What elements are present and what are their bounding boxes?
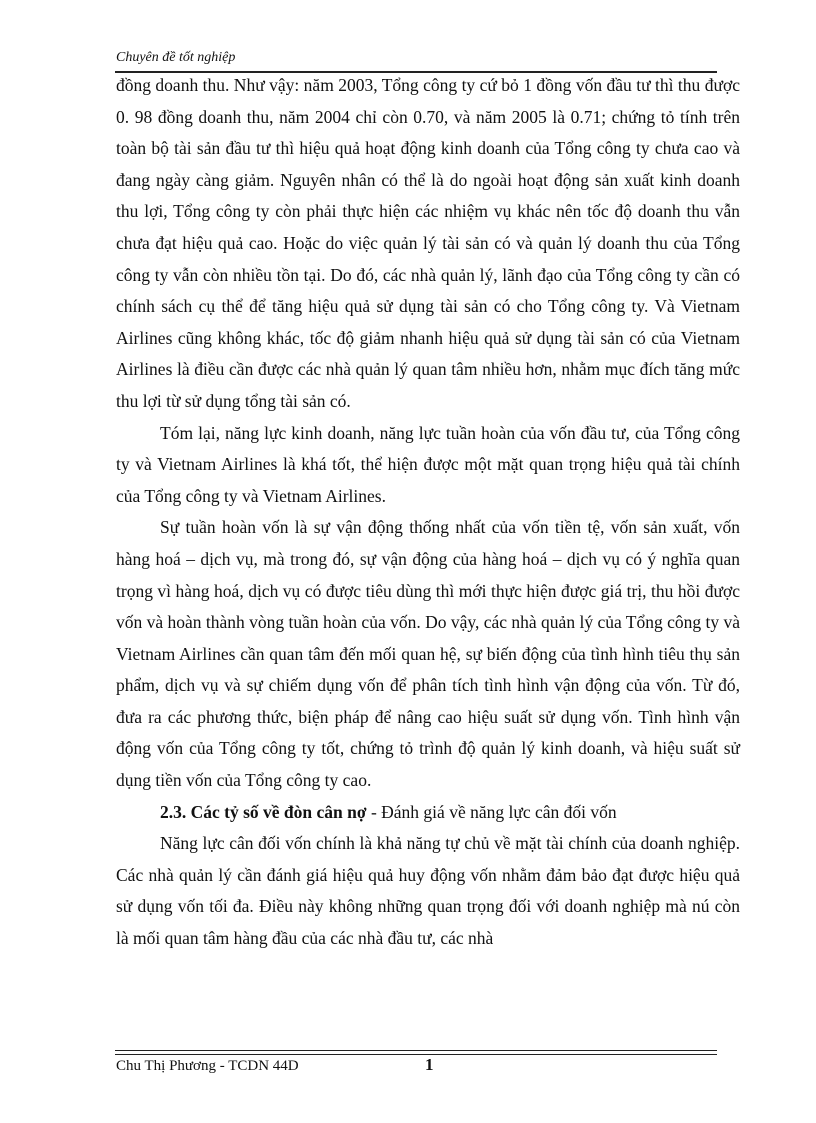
footer-rule-bottom <box>115 1054 717 1055</box>
paragraph-3: Sự tuần hoàn vốn là sự vận động thống nhất của vốn tiền tệ, vốn sản xuất, vốn hàng hoá – dịch vụ, mà trong đó, sự vận động của hàng hoá – dịch vụ có ý nghĩa quan trọng vì hàng hoá, dịch vụ có được tiêu dùng thì mới thực hiện được giá trị, thu hồi được vốn và hoàn thành vòng tuần hoàn của vốn. Do vậy, các nhà quản lý của Tổng công ty và Vietnam Airlines cần quan tâm đến mối quan hệ, sự biến động của tình hình tiêu thụ sản phẩm, dịch vụ và sự chiếm dụng vốn để phân tích tình hình vận động của vốn. Từ đó, đưa ra các phương thức, biện pháp để nâng cao hiệu suất sử dụng vốn. Tình hình vận động vốn của Tổng công ty tốt, chứng tỏ trình độ quản lý kinh doanh, và hiệu suất sử dụng tiền vốn của Tổng công ty cao. <box>116 517 740 791</box>
header-title: Chuyên đề tốt nghiệp <box>116 50 236 65</box>
paragraph-1: đồng doanh thu. Như vậy: năm 2003, Tổng công ty cứ bỏ 1 đồng vốn đầu tư thì thu được 0. 98 đồng doanh thu, năm 2004 chỉ còn 0.70, và năm 2005 là 0.71; chứng tỏ tính trên toàn bộ tài sản đầu tư thì hiệu quả hoạt động kinh doanh của Tổng công ty chưa cao và đang ngày càng giảm. Nguyên nhân có thể là do ngoài hoạt động sản xuất kinh doanh thu lợi, Tổng công ty còn phải thực hiện các nhiệm vụ khác nên tốc độ doanh thu vẫn chưa đạt hiệu quả cao. Hoặc do việc quản lý tài sản có và quản lý doanh thu của Tổng công ty vẫn còn nhiều tồn tại. Do đó, các nhà quản lý, lãnh đạo của Tổng công ty cần có chính sách cụ thể để tăng hiệu quả sử dụng tài sản có cho Tổng công ty. Và Vietnam Airlines cũng không khác, tốc độ giảm nhanh hiệu quả sử dụng tài sản có của Vietnam Airlines là điều cần được các nhà quản lý quan tâm nhiều hơn, nhằm mục đích tăng mức thu lợi từ sử dụng tổng tài sản có. <box>116 75 740 411</box>
paragraph-4: Năng lực cân đối vốn chính là khả năng tự chủ về mặt tài chính của doanh nghiệp. Các nhà quản lý cần đánh giá hiệu quả huy động vốn nhằm đảm bảo đạt được hiệu quả sử dụng vốn tối đa. Điều này không những quan trọng đối với doanh nghiệp mà nú còn là mối quan tâm hàng đầu của các nhà đầu tư, các nhà <box>116 833 740 949</box>
document-body <box>116 70 740 955</box>
footer-rule-top <box>115 1050 717 1051</box>
paragraph-2: Tóm lại, năng lực kinh doanh, năng lực tuần hoàn của vốn đầu tư, của Tổng công ty và Vietnam Airlines là khá tốt, thể hiện được một mặt quan trọng hiệu quả tài chính của Tổng công ty và Vietnam Airlines. <box>116 422 740 506</box>
section-heading-subtitle: - Đánh giá về năng lực cân đối vốn <box>366 801 617 822</box>
footer-author: Chu Thị Phương - TCDN 44D <box>116 1058 299 1074</box>
page-number: 1 <box>425 1055 434 1074</box>
section-heading <box>116 797 740 829</box>
section-heading-number-title: 2.3. Các tỷ số về đòn cân nợ <box>160 801 367 822</box>
